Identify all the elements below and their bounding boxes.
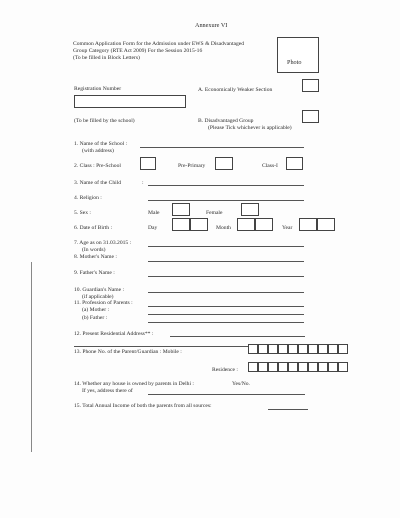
male-box[interactable] [172, 203, 190, 216]
house-address-field[interactable] [148, 394, 305, 395]
disadvantaged-tick-box[interactable] [302, 110, 319, 123]
age-field[interactable] [148, 246, 304, 247]
religion-field[interactable] [148, 200, 304, 201]
dob-day-box-2[interactable] [190, 218, 208, 231]
father-profession-field[interactable] [148, 322, 304, 323]
dob-day-label: Day [148, 225, 158, 231]
dob-year-box-2[interactable] [317, 218, 335, 231]
pre-primary-box[interactable] [215, 157, 233, 170]
income-field[interactable] [268, 409, 308, 410]
phone-label: 13. Phone No. of the Parent/Guardian : Mobile : [74, 349, 182, 355]
dob-label: 6. Date of Birth : [74, 225, 113, 231]
registration-number-field[interactable] [74, 95, 186, 108]
tick-instruction: (Please Tick whichever is applicable) [208, 125, 292, 131]
dob-month-box-1[interactable] [237, 218, 255, 231]
father-profession-label: (b) Father : [82, 315, 108, 321]
disadvantaged-group-label: B. Disadvantaged Group [198, 118, 254, 124]
mother-profession-label: (a) Mother : [82, 307, 110, 313]
ews-label: A. Economically Weaker Section [198, 87, 273, 93]
pre-primary-label: Pre-Primary [178, 163, 206, 169]
sex-label: 5. Sex : [74, 210, 91, 216]
profession-label: 11. Profession of Parents : [74, 300, 133, 306]
photo-label: Photo [287, 59, 302, 66]
form-title-line-3: (To be filled in Block Letters) [73, 55, 140, 61]
income-label: 15. Total Annual Income of both the parents from all sources: [74, 403, 212, 409]
ews-tick-box[interactable] [302, 79, 319, 92]
form-title-line-2: Group Category (RTE Act 2009) For the Session 2015-16 [73, 48, 203, 54]
page-edge-mark [31, 262, 32, 452]
guardian-name-label: 10. Guardian's Name : [74, 287, 125, 293]
form-title-line-1: Common Application Form for the Admission under EWS & Disadvantaged [73, 41, 245, 47]
child-name-label: 3. Name of the Child [74, 180, 122, 186]
class-label: 2. Class : Pre-School [74, 163, 121, 169]
female-label: Female [206, 210, 223, 216]
registration-number-label: Registration Number [74, 86, 122, 92]
guardian-name-field[interactable] [148, 292, 304, 293]
dob-year-label: Year [282, 225, 293, 231]
house-address-label: If yes, address there of [82, 388, 133, 394]
guardian-sublabel: (if applicable) [82, 294, 114, 300]
female-box[interactable] [241, 203, 259, 216]
male-label: Male [148, 210, 160, 216]
school-name-label: 1. Name of the School : [74, 141, 128, 147]
address-field-line-1[interactable] [170, 336, 305, 337]
profession-field[interactable] [148, 306, 304, 307]
pre-school-box[interactable] [140, 157, 156, 170]
dob-month-label: Month [216, 225, 231, 231]
dob-month-box-2[interactable] [255, 218, 273, 231]
photo-box [277, 37, 319, 73]
father-name-label: 9. Father's Name : [74, 270, 115, 276]
class-1-box[interactable] [286, 157, 303, 170]
dob-year-box-1[interactable] [299, 218, 317, 231]
mother-profession-field[interactable] [148, 314, 304, 315]
school-name-sublabel: (with address) [82, 148, 114, 154]
residence-label: Residence : [212, 367, 238, 373]
mother-name-field[interactable] [148, 261, 304, 262]
child-name-field[interactable] [148, 185, 304, 186]
class-1-label: Class-I [262, 163, 278, 169]
mobile-digit-boxes[interactable] [248, 344, 348, 354]
address-label: 12. Present Residential Address** : [74, 331, 154, 337]
annexure-heading: Annexure VI [195, 22, 228, 29]
dob-day-box-1[interactable] [172, 218, 190, 231]
age-sublabel: (In words) [82, 247, 106, 253]
father-name-field[interactable] [148, 276, 304, 277]
house-question-label: 14. Whether any house is owned by parents in Delhi : [74, 381, 194, 387]
residence-digit-boxes[interactable] [248, 362, 348, 372]
religion-label: 4. Religion : [74, 195, 102, 201]
registration-school-note: (To be filled by the school) [74, 118, 135, 124]
school-name-field[interactable] [140, 147, 304, 148]
house-yes-no: Yes/No. [232, 381, 250, 387]
mother-name-label: 8. Mother's Name : [74, 254, 117, 260]
age-label: 7. Age as on 31.03.2015 : [74, 240, 132, 246]
child-name-colon: : [142, 180, 144, 186]
